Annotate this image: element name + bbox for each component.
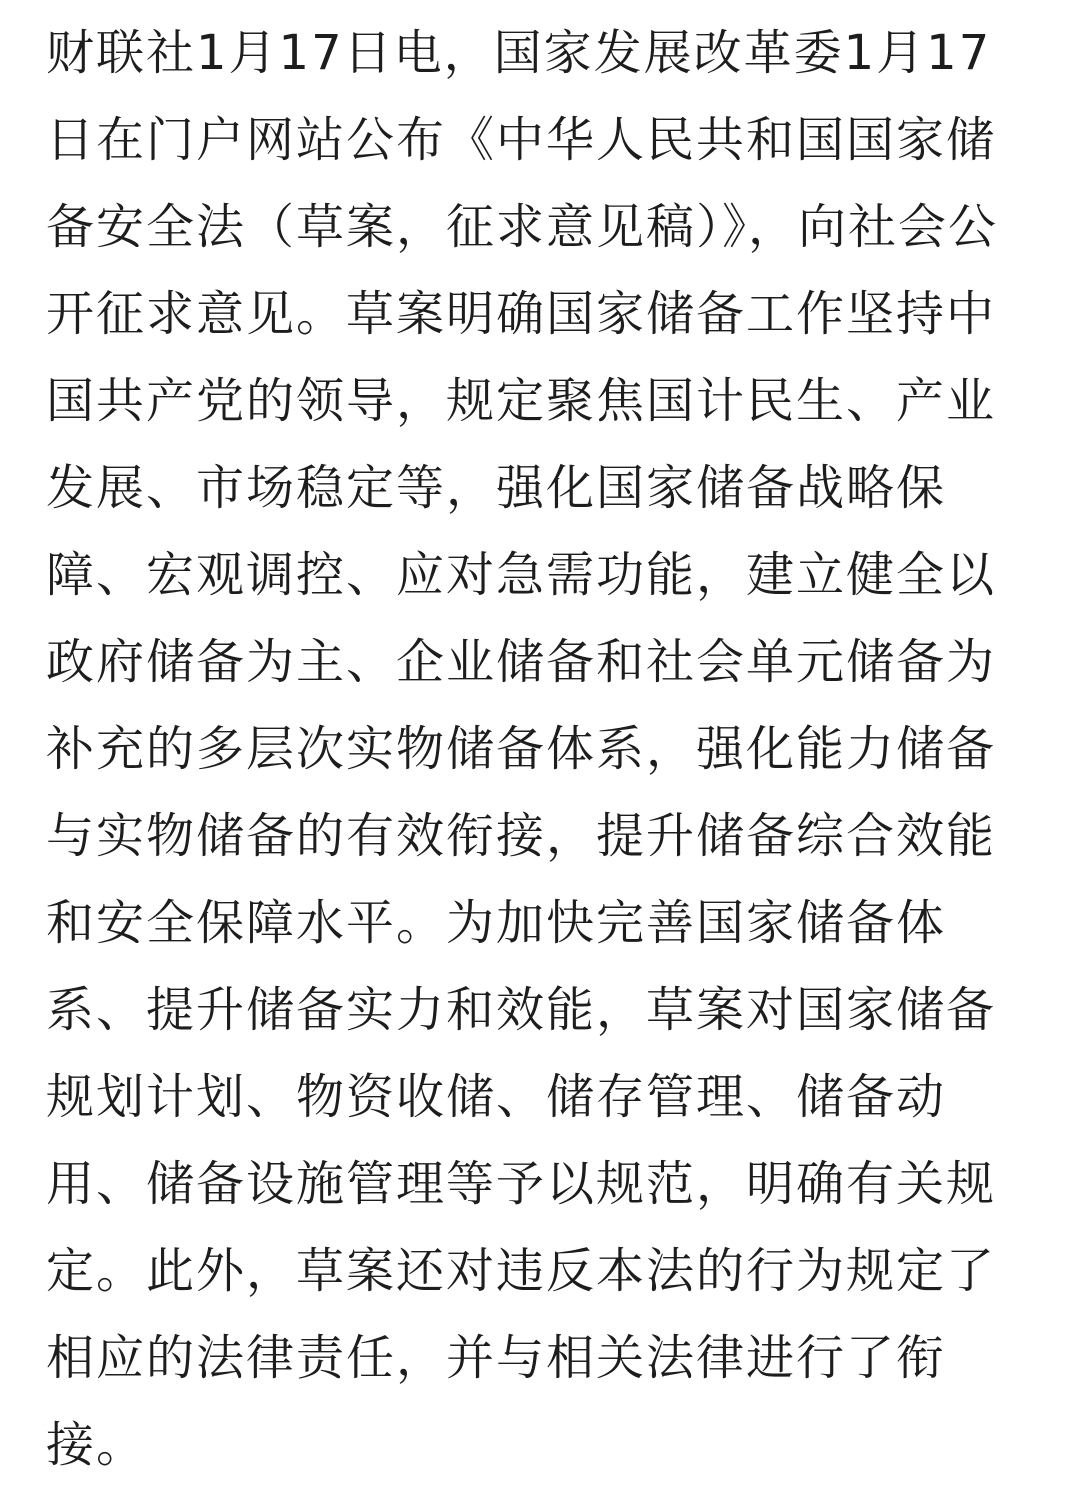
article-body-text: 财联社1月17日电，国家发展改革委1月17日在门户网站公布《中华人民共和国国家储备安全法（草案，征求意见稿）》，向社会公开征求意见。草案明确国家储备工作坚持中国共产党的领导，规定聚焦国计民生、产业发展、市场稳定等，强化国家储备战略保障、宏观调控、应对急需功能，建立健全以政府储备为主、企业储备和社会单元储备为补充的多层次实物储备体系，强化能力储备与实物储备的有效衔接，提升储备综合效能和安全保障水平。为加快完善国家储备体系、提升储备实力和效能，草案对国家储备规划计划、物资收储、储存管理、储备动用、储备设施管理等予以规范，明确有关规定。此外，草案还对违反本法的行为规定了相应的法律责任，并与相关法律进行了衔接。 bbox=[46, 25, 999, 1473]
